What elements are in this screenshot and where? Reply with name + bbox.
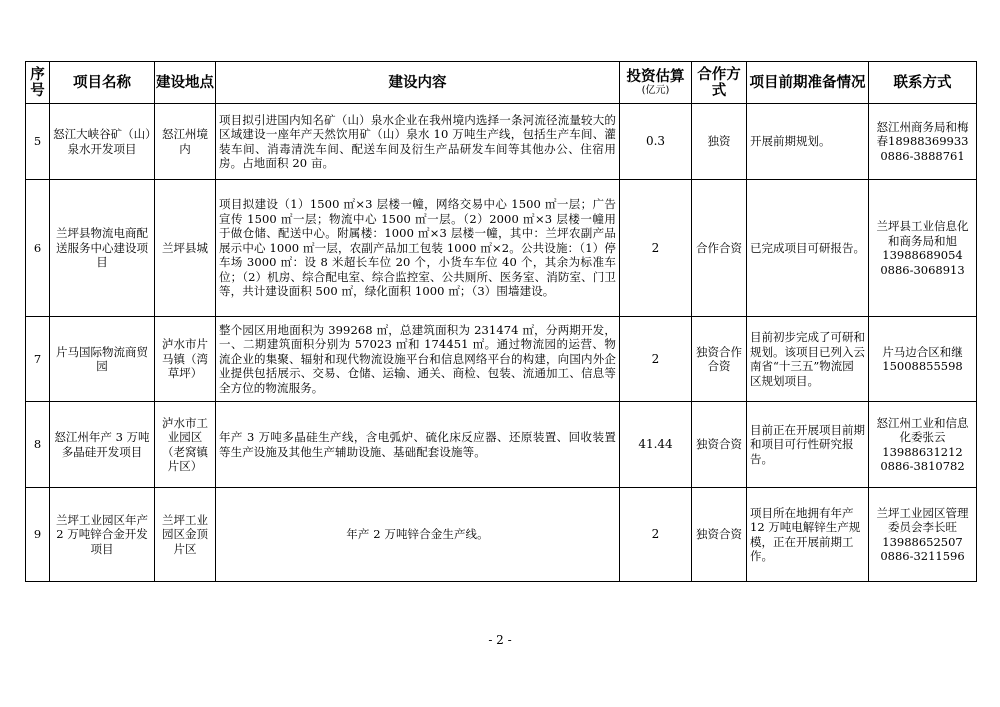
row-seq: 8 (26, 402, 50, 488)
table-row (26, 317, 977, 402)
page-number: - 2 - (488, 633, 512, 647)
row-seq: 6 (26, 180, 50, 317)
header-location: 建设地点 (155, 62, 216, 104)
row-location: 泸水市片马镇（湾草坪） (155, 317, 216, 402)
table-row (26, 180, 977, 317)
row-name: 兰坪县物流电商配送服务中心建设项目 (50, 180, 155, 317)
row-name: 怒江大峡谷矿（山）泉水开发项目 (50, 104, 155, 180)
row-content: 年产 2 万吨锌合金生产线。 (216, 488, 620, 582)
table-row (26, 488, 977, 582)
row-preparation: 项目所在地拥有年产 12 万吨电解锌生产规模，正在开展前期工作。 (747, 488, 869, 582)
row-investment: 41.44 (620, 402, 692, 488)
project-table (25, 61, 977, 582)
row-content: 整个园区用地面积为 399268 ㎡，总建筑面积为 231474 ㎡，分两期开发，一、二期建筑面积分别为 57023 ㎡和 174451 ㎡。通过物流园的运营、物流企业的集聚、辐射和现代物流设施平台和信息网络平台的构建，向国内外企业提供包括展示、交易、仓储、运输、通关、商检、包装、流通加工、信息等全方位的物流服务。 (216, 317, 620, 402)
row-cooperation: 独资合资 (692, 402, 747, 488)
row-location: 兰坪县城 (155, 180, 216, 317)
header-row (26, 62, 977, 104)
table-row (26, 402, 977, 488)
header-seq: 序号 (26, 62, 50, 104)
header-investment-label: 投资估算 (626, 68, 685, 85)
row-content: 项目拟引进国内知名矿（山）泉水企业在我州境内选择一条河流径流量较大的区域建设一座年产天然饮用矿（山）泉水 10 万吨生产线，包括生产车间、灌装车间、消毒清洗车间、配送车间及衍生产品研发车间等其他办公、住宿用房。占地面积 20 亩。 (216, 104, 620, 180)
row-content: 年产 3 万吨多晶硅生产线，含电弧炉、硫化床反应器、还原装置、回收装置等生产设施及其他生产辅助设施、基础配套设施等。 (216, 402, 620, 488)
row-preparation: 目前初步完成了可研和规划。该项目已列入云南省“十三五”物流园区规划项目。 (747, 317, 869, 402)
row-contact: 怒江州商务局和梅春18988369933 0886-3888761 (869, 104, 977, 180)
row-content: 项目拟建设（1）1500 ㎡×3 层楼一幢，网络交易中心 1500 ㎡一层；广告宣传 1500 ㎡一层；物流中心 1500 ㎡一层。（2）2000 ㎡×3 层楼一幢用于做仓储、配送中心。附属楼：1000 ㎡×3 层楼一幢，其中：兰坪农副产品展示中心 1000 ㎡一层，农副产品加工包装 1000 ㎡×2。公共设施：（1）停车场 3000 ㎡：设 8 米超长车位 20 个，小货车车位 40 个，其余为标准车位；（2）机房、综合配电室、综合监控室、公共厕所、医务室、消防室、门卫等，共计建设面积 500 ㎡，绿化面积 1000 ㎡；（3）围墙建设。 (216, 180, 620, 317)
row-investment: 0.3 (620, 104, 692, 180)
row-contact: 片马边合区和继15008855598 (869, 317, 977, 402)
row-contact: 怒江州工业和信息化委张云13988631212 0886-3810782 (869, 402, 977, 488)
row-preparation: 已完成项目可研报告。 (747, 180, 869, 317)
header-cooperation: 合作方式 (692, 62, 747, 104)
row-seq: 7 (26, 317, 50, 402)
row-location: 兰坪工业园区金顶片区 (155, 488, 216, 582)
row-preparation: 开展前期规划。 (747, 104, 869, 180)
row-contact: 兰坪工业园区管理委员会李长旺13988652507 0886-3211596 (869, 488, 977, 582)
row-cooperation: 独资合资 (692, 488, 747, 582)
row-location: 怒江州境内 (155, 104, 216, 180)
row-name: 兰坪工业园区年产 2 万吨锌合金开发项目 (50, 488, 155, 582)
header-content: 建设内容 (216, 62, 620, 104)
row-investment: 2 (620, 488, 692, 582)
row-name: 片马国际物流商贸园 (50, 317, 155, 402)
row-investment: 2 (620, 317, 692, 402)
row-cooperation: 合作合资 (692, 180, 747, 317)
row-preparation: 目前正在开展项目前期和项目可行性研究报告。 (747, 402, 869, 488)
header-preparation: 项目前期准备情况 (747, 62, 869, 104)
row-name: 怒江州年产 3 万吨多晶硅开发项目 (50, 402, 155, 488)
header-investment-unit: (亿元) (641, 84, 670, 96)
row-cooperation: 独资合作合资 (692, 317, 747, 402)
table-row (26, 104, 977, 180)
header-investment (620, 62, 692, 104)
row-investment: 2 (620, 180, 692, 317)
row-location: 泸水市工业园区（老窝镇片区） (155, 402, 216, 488)
row-seq: 9 (26, 488, 50, 582)
row-cooperation: 独资 (692, 104, 747, 180)
row-contact: 兰坪县工业信息化和商务局和旭13988689054 0886-3068913 (869, 180, 977, 317)
header-name: 项目名称 (50, 62, 155, 104)
header-contact: 联系方式 (869, 62, 977, 104)
row-seq: 5 (26, 104, 50, 180)
